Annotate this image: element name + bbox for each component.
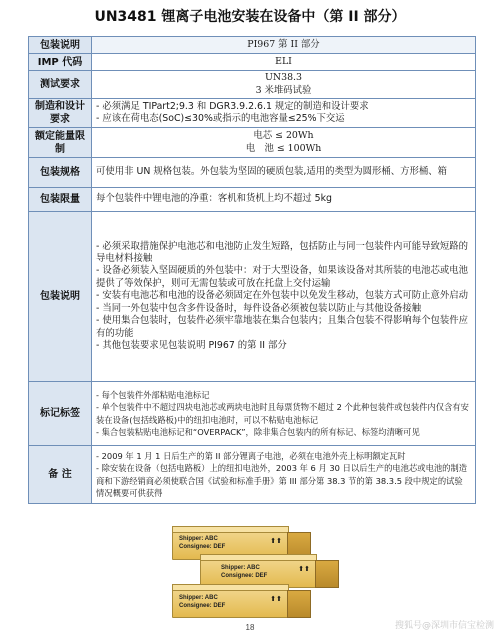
list-item: - 必须采取措施保护电池芯和电池防止发生短路，包括防止与同一包装件内可能导致短路的导电材料接触 — [96, 240, 468, 265]
table-row — [29, 188, 476, 212]
row-value: 可使用非 UN 规格包装。外包装为坚固的硬质包装,适用的类型为圆形桶、方形桶、箱 — [92, 158, 476, 188]
table-row — [29, 99, 476, 128]
row-label: 包装说明 — [29, 212, 92, 382]
stacked-boxes-illustration — [160, 524, 350, 624]
table-row — [29, 54, 476, 71]
list-item: - 除安装在设备（包括电路板）上的纽扣电池外，2003 年 6 月 30 日以后生产的电池芯或电池的制造商和下游经销商必须使联合国《试验和标准手册》第 III 部分第 38.3 节的第 38.3.5 段中规定的试验情况概要可供获得 — [96, 463, 468, 498]
list-item: - 应该在荷电态(SoC)≤30%或指示的电池容量≤25%下交运 — [96, 113, 345, 124]
watermark: 搜狐号@深圳市信宝检测 — [394, 621, 494, 631]
row-value: 每个包装件中锂电池的净重：客机和货机上均不超过 5kg — [92, 188, 476, 212]
energy-line: 电 池 ≤ 100Wh — [245, 142, 322, 154]
table-row — [29, 128, 476, 158]
package-box — [172, 590, 289, 618]
up-arrow-icon: ⬆⬆ — [270, 537, 282, 545]
row-label: 备 注 — [29, 446, 92, 504]
list-item: - 单个包装件中不超过四块电池芯或两块电池时且每票货物不超过 2 个此种包装件或包装件内仅含有安装在设备(包括线路板)中的纽扣电池时，可以不粘贴电池标记 — [96, 402, 469, 425]
list-item: - 当同一外包装中包含多件设备时，每件设备必须被包装以防止与其他设备接触 — [96, 302, 422, 314]
test-line: UN38.3 — [265, 72, 302, 84]
row-label: 测试要求 — [29, 71, 92, 99]
row-value — [92, 128, 476, 158]
list-item: - 2009 年 1 月 1 日后生产的第 II 部分锂离子电池，必须在电池外壳上标明额定瓦时 — [96, 450, 406, 461]
table-row — [29, 382, 476, 446]
row-value — [92, 446, 476, 504]
consignee-label: Consignee: DEF — [179, 603, 226, 609]
row-label: IMP 代码 — [29, 54, 92, 71]
up-arrow-icon: ⬆⬆ — [298, 565, 310, 573]
shipper-label: Shipper: ABC — [179, 536, 218, 542]
consignee-label: Consignee: DEF — [179, 544, 226, 550]
box-side — [287, 590, 311, 618]
row-label: 包装限量 — [29, 188, 92, 212]
row-value — [92, 382, 476, 446]
row-value — [92, 212, 476, 382]
page-title: UN3481 锂离子电池安装在设备中（第 II 部分） — [94, 9, 406, 25]
spec-table — [28, 36, 476, 504]
consignee-label: Consignee: DEF — [221, 573, 268, 579]
list-item: - 必须满足 TIPart2;9.3 和 DGR3.9.2.6.1 规定的制造和设计要求 — [96, 100, 369, 112]
row-label: 包装说明 — [29, 37, 92, 54]
test-line: 3 米堆码试验 — [255, 84, 312, 96]
table-row — [29, 446, 476, 504]
page-number: 18 — [245, 623, 255, 632]
table-row — [29, 37, 476, 54]
shipper-label: Shipper: ABC — [221, 565, 260, 571]
list-item: - 集合包装粘贴电池标记和“OVERPACK”，除非集合包装内的所有标记、标签均清晰可见 — [96, 426, 420, 437]
row-label: 额定能量限制 — [29, 128, 92, 158]
list-item: - 设备必须装入坚固硬质的外包装中：对于大型设备，如果该设备对其所装的电池芯或电池提供了等效保护，则可无需包装或可放在托盘上交付运输 — [96, 265, 468, 289]
list-item: - 使用集合包装时，包装件必须牢靠地装在集合包装内；且集合包装不得影响每个包装件应有的功能 — [96, 315, 468, 339]
box-side — [315, 560, 339, 588]
row-label: 制造和设计要求 — [29, 99, 92, 128]
table-row — [29, 71, 476, 99]
list-item: - 安装有电池芯和电池的设备必须固定在外包装中以免发生移动，包装方式可防止意外启动 — [96, 290, 468, 302]
energy-line: 电芯 ≤ 20Wh — [253, 130, 314, 142]
row-label: 包装规格 — [29, 158, 92, 188]
row-label: 标记标签 — [29, 382, 92, 446]
up-arrow-icon: ⬆⬆ — [270, 595, 282, 603]
list-item: - 其他包装要求见包装说明 PI967 的第 II 部分 — [96, 339, 287, 351]
row-value — [92, 71, 476, 99]
list-item: - 每个包装件外部粘贴电池标记 — [96, 389, 210, 400]
row-value — [92, 99, 476, 128]
shipper-label: Shipper: ABC — [179, 595, 218, 601]
table-row — [29, 158, 476, 188]
row-value: ELI — [92, 54, 476, 71]
table-row — [29, 212, 476, 382]
row-value: PI967 第 II 部分 — [92, 37, 476, 54]
